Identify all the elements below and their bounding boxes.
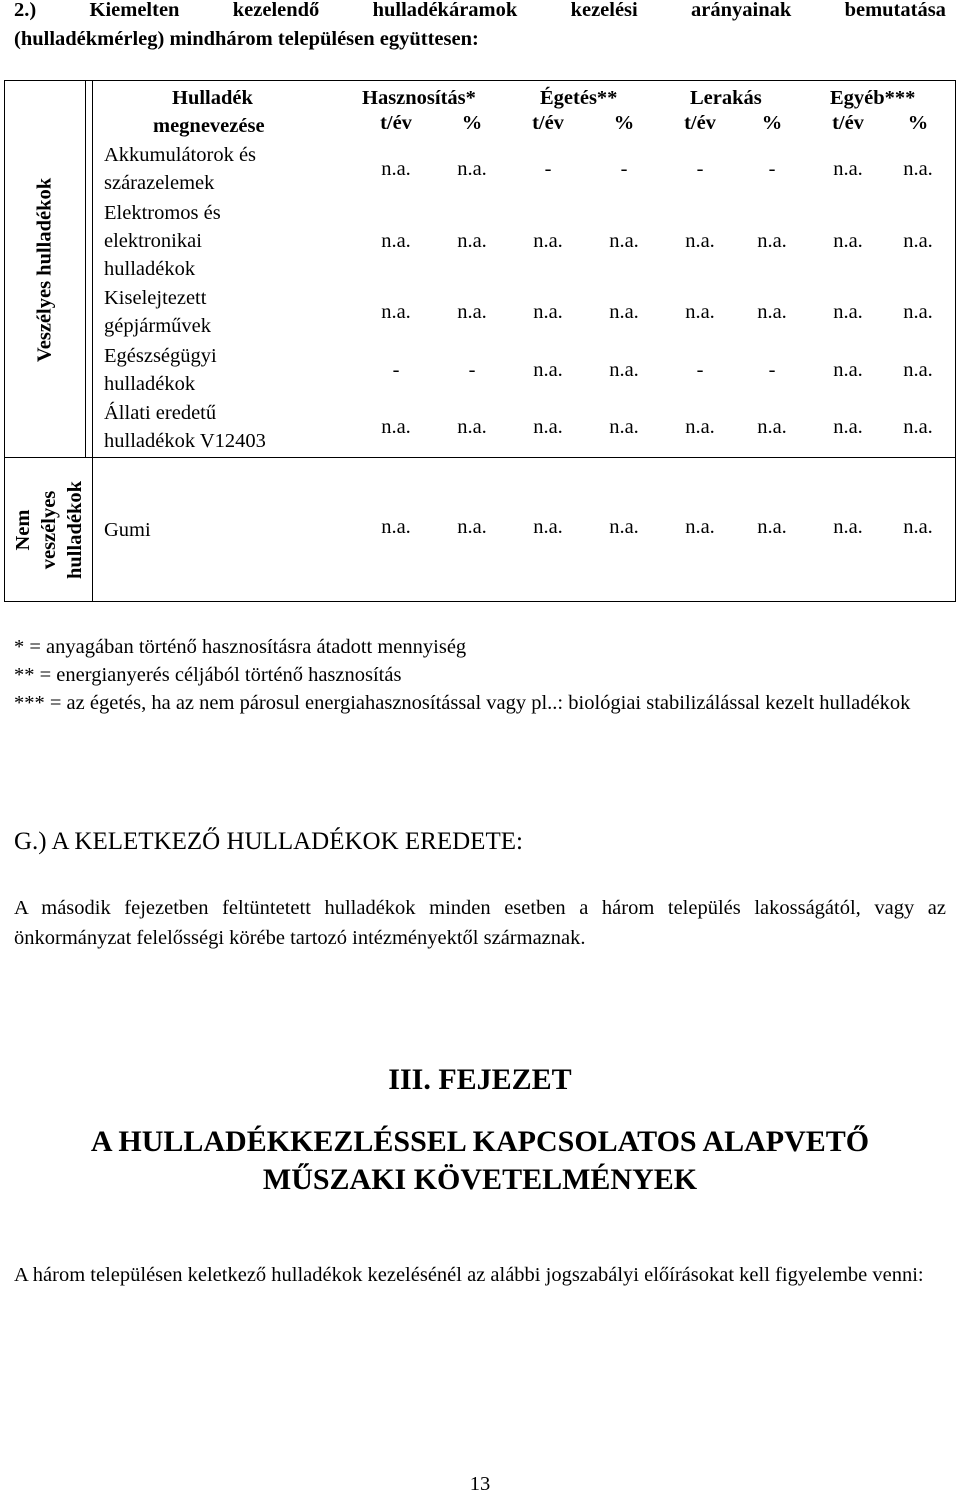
row-name: Állati eredetű hulladékok V12403 [104,402,266,452]
table-cell: n.a. [381,301,411,323]
chapter-title-line1: A HULLADÉKKEZLÉSSEL KAPCSOLATOS ALAPVETŐ [90,1125,870,1158]
table-cell: - [696,359,704,381]
table-cell: n.a. [903,516,933,538]
table-cell: - [620,158,628,180]
table-cell: n.a. [457,416,487,438]
chapter-number: III. FEJEZET [388,1063,572,1096]
header-name-line1: Hulladék [172,87,253,109]
header-unit: % [613,112,635,134]
table-cell: n.a. [609,301,639,323]
page-number: 13 [469,1473,491,1495]
heading-word: arányainak [691,0,792,21]
table-cell: n.a. [685,416,715,438]
table-cell: n.a. [833,516,863,538]
heading-word: hulladékáramok [372,0,518,21]
table-cell: n.a. [457,158,487,180]
table-cell: n.a. [903,359,933,381]
section-g-text: A második fejezetben feltüntetett hulladékok minden esetben a három település lakosságától, vagy az önkormányzat felelősségi körébe tartozó intézményektől származnak. [14,897,946,949]
table-cell: n.a. [533,359,563,381]
heading-word: kezelési [570,0,638,21]
table-cell: n.a. [903,416,933,438]
table-cell: - [544,158,552,180]
table-cell: n.a. [833,230,863,252]
table-cell: n.a. [757,301,787,323]
header-unit: t/év [684,112,716,134]
table-cell: n.a. [609,359,639,381]
table-cell: - [768,158,776,180]
closing-paragraph: A három településen keletkező hulladékok kezelésénél az alábbi jogszabályi előírásokat kell figyelembe venni: [14,1264,924,1286]
table-cell: n.a. [757,416,787,438]
row-name: Egészségügyi hulladékok [104,345,217,395]
table-cell: n.a. [903,158,933,180]
row-name: Gumi [104,519,151,541]
table-cell: - [392,359,400,381]
header-group: Égetés** [540,87,618,109]
table-cell: n.a. [609,230,639,252]
table-cell: n.a. [533,516,563,538]
section-g-title: G.) A KELETKEZŐ HULLADÉKOK EREDETE: [14,828,523,855]
header-unit: % [907,112,929,134]
table-cell: n.a. [609,516,639,538]
table-cell: n.a. [457,516,487,538]
chapter-title-line2: MŰSZAKI KÖVETELMÉNYEK [262,1163,698,1196]
side-label-non-hazardous: Nem veszélyes hulladékok [12,481,86,579]
footnote-2: ** = energianyerés céljából történő hasznosítás [14,664,402,686]
table-cell: n.a. [533,301,563,323]
table-cell: n.a. [457,301,487,323]
row-name: Kiselejtezett gépjárművek [104,287,212,337]
footnote-3: *** = az égetés, ha az nem párosul energiahasznosítással vagy pl..: biológiai stabilizálással kezelt hulladékok [14,692,911,714]
table-divider [85,80,86,458]
table-cell: n.a. [381,230,411,252]
table-cell: n.a. [533,230,563,252]
table-cell: n.a. [833,359,863,381]
footnote-1: * = anyagában történő hasznosításra átadott mennyiség [14,636,467,658]
table-divider [4,457,956,458]
table-cell: - [468,359,476,381]
header-unit: t/év [832,112,864,134]
table-cell: n.a. [833,416,863,438]
table-cell: n.a. [533,416,563,438]
header-group: Hasznosítás* [362,87,476,109]
heading-word: bemutatása [844,0,946,21]
table-cell: - [696,158,704,180]
heading-line-2: (hulladékmérleg) mindhárom településen együttesen: [14,28,479,50]
table-cell: n.a. [685,301,715,323]
header-unit: t/év [380,112,412,134]
table-cell: n.a. [609,416,639,438]
header-unit: % [761,112,783,134]
table-cell: n.a. [757,516,787,538]
table-cell: n.a. [833,158,863,180]
table-cell: n.a. [457,230,487,252]
table-cell: n.a. [381,416,411,438]
heading-line-1 [14,0,946,25]
side-label-hazardous: Veszélyes hulladékok [33,177,56,362]
header-group: Lerakás [690,87,762,109]
table-cell: n.a. [381,158,411,180]
section-heading [14,0,946,54]
table-cell: n.a. [833,301,863,323]
header-unit: t/év [532,112,564,134]
heading-word: Kiemelten [89,0,180,21]
header-group: Egyéb*** [830,87,916,109]
table-cell: n.a. [685,516,715,538]
table-cell: n.a. [685,230,715,252]
table-cell: - [768,359,776,381]
table-cell: n.a. [903,301,933,323]
table-cell: n.a. [903,230,933,252]
table-cell: n.a. [381,516,411,538]
header-unit: % [461,112,483,134]
row-name: Elektromos és elektronikai hulladékok [104,202,221,280]
heading-word: kezelendő [232,0,320,21]
header-name-line2: megnevezése [153,115,265,137]
row-name: Akkumulátorok és szárazelemek [104,144,257,194]
heading-word: 2.) [14,0,37,21]
table-cell: n.a. [757,230,787,252]
